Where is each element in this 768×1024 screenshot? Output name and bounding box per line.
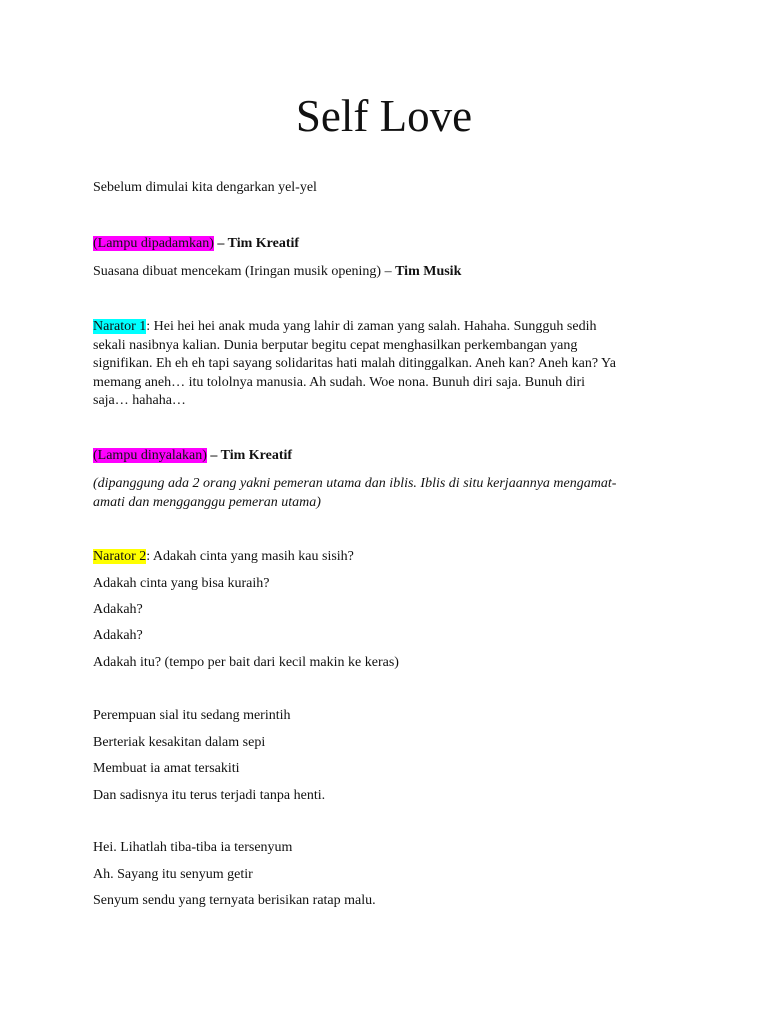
verse-line: Dan sadisnya itu terus terjadi tanpa henti. — [93, 788, 326, 803]
cue-team: Tim Kreatif — [220, 448, 293, 463]
cue-team: Tim Musik — [395, 264, 462, 279]
narrator-label: Narator 1 — [93, 319, 147, 334]
cue-separator: – — [206, 448, 221, 463]
narrator-2-first-line — [93, 548, 693, 567]
narrator-line: : Adakah cinta yang masih kau sisih? — [146, 549, 354, 564]
verse-line: Adakah itu? (tempo per bait dari kecil makin ke keras) — [93, 655, 399, 670]
stage-note — [93, 475, 693, 512]
narrator-line: : Hei hei hei anak muda yang lahir di zaman yang salah. Hahaha. Sungguh sedih — [146, 319, 597, 334]
verse-line: Berteriak kesakitan dalam sepi — [93, 735, 266, 750]
narrator-1-paragraph — [93, 318, 683, 411]
verse-line: Senyum sendu yang ternyata berisikan ratap malu. — [93, 893, 376, 908]
verse-line: Adakah cinta yang bisa kuraih? — [93, 576, 270, 591]
stage-note-line: (dipanggung ada 2 orang yakni pemeran utama dan iblis. Iblis di situ kerjaannya mengamat- — [93, 476, 617, 491]
verse-line: Adakah? — [93, 602, 143, 617]
verse-line: Membuat ia amat tersakiti — [93, 761, 240, 776]
cue-lampu-dipadamkan — [93, 235, 693, 254]
cue-team: Tim Kreatif — [227, 236, 300, 251]
cue-highlight: (Lampu dipadamkan) — [93, 236, 214, 251]
verse-line: Adakah? — [93, 628, 143, 643]
narrator-line: memang aneh… itu tololnya manusia. Ah sudah. Woe nona. Bunuh diri saja. Bunuh diri — [93, 374, 586, 390]
stage-note-line: amati dan mengganggu pemeran utama) — [93, 494, 321, 510]
verse-line: Perempuan sial itu sedang merintih — [93, 708, 291, 723]
intro-line: Sebelum dimulai kita dengarkan yel-yel — [93, 180, 317, 195]
cue-text: Suasana dibuat mencekam (Iringan musik opening) – — [93, 264, 396, 279]
verse-line: Hei. Lihatlah tiba-tiba ia tersenyum — [93, 840, 293, 855]
cue-highlight: (Lampu dinyalakan) — [93, 448, 207, 463]
narrator-line: saja… hahaha… — [93, 393, 186, 408]
cue-lampu-dinyalakan — [93, 447, 693, 466]
verse-line: Ah. Sayang itu senyum getir — [93, 867, 253, 882]
cue-separator: – — [213, 236, 228, 251]
cue-suasana — [93, 263, 693, 282]
document-title: Self Love — [295, 91, 473, 141]
narrator-label: Narator 2 — [93, 549, 147, 564]
narrator-line: sekali nasibnya kalian. Dunia berputar begitu cepat menghasilkan perkembangan yang — [93, 337, 578, 353]
narrator-line: signifikan. Eh eh eh tapi sayang solidaritas hati malah ditinggalkan. Aneh kan? Aneh kan? Ya — [93, 356, 616, 371]
